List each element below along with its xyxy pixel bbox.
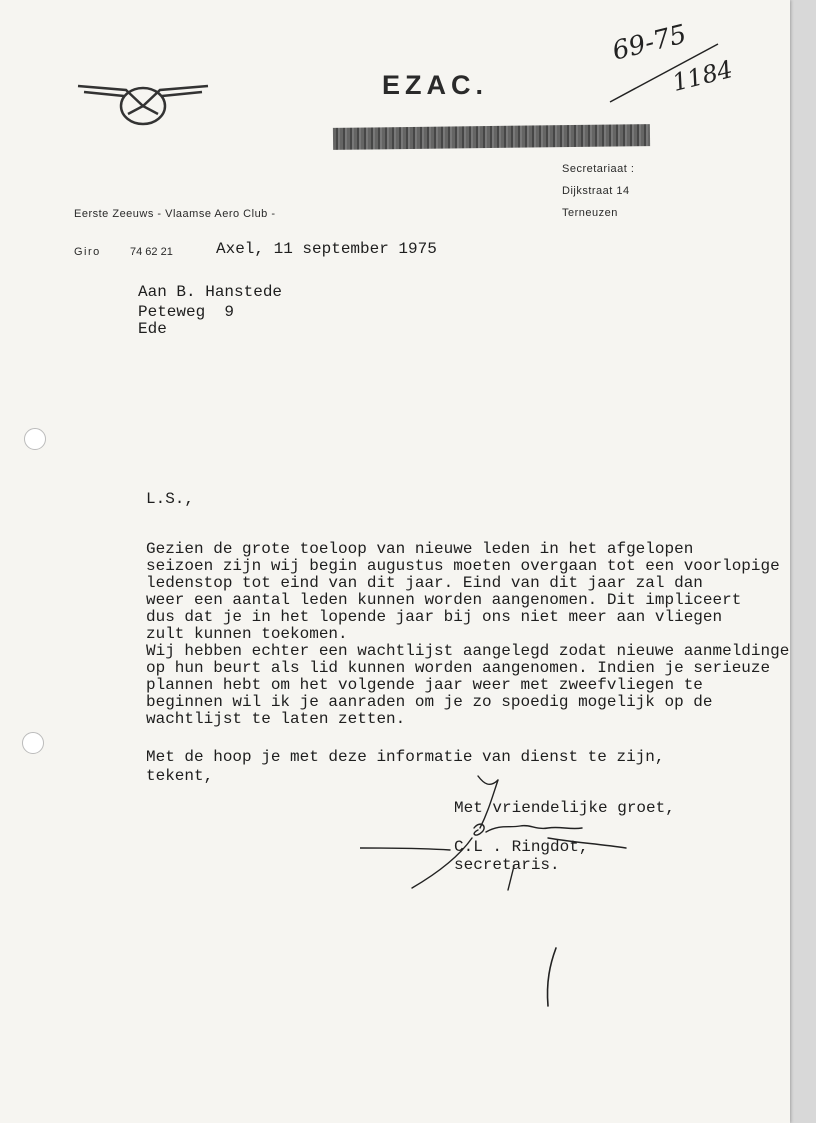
body-line: seizoen zijn wij begin augustus moeten overgaan tot een voorlopige bbox=[146, 557, 780, 575]
body-line: plannen hebt om het volgende jaar weer met zweefvliegen te bbox=[146, 676, 703, 694]
signatory-name: C.L . Ringdot, bbox=[454, 838, 589, 856]
giro-label: Giro bbox=[74, 246, 101, 258]
binder-hole bbox=[24, 428, 46, 450]
body-line: wachtlijst te laten zetten. bbox=[146, 710, 406, 728]
giro-number: 74 62 21 bbox=[130, 246, 173, 258]
recipient-street: Peteweg 9 bbox=[138, 303, 235, 321]
body-line: zult kunnen toekomen. bbox=[146, 625, 348, 643]
closing-paragraph-line: tekent, bbox=[146, 767, 214, 785]
secretariat-city: Terneuzen bbox=[562, 207, 618, 219]
org-abbreviation: EZAC. bbox=[382, 70, 488, 100]
salutation: L.S., bbox=[146, 490, 195, 508]
handwritten-signature bbox=[360, 768, 640, 898]
body-line: Gezien de grote toeloop van nieuwe leden in het afgelopen bbox=[146, 540, 694, 558]
body-line: dus dat je in het lopende jaar bij ons niet meer aan vliegen bbox=[146, 608, 723, 626]
secretariat-street: Dijkstraat 14 bbox=[562, 185, 630, 197]
body-line: beginnen wil ik je aanraden om je zo spoedig mogelijk op de bbox=[146, 693, 713, 711]
body-line: op hun beurt als lid kunnen worden aangenomen. Indien je serieuze bbox=[146, 659, 771, 677]
recipient-city: Ede bbox=[138, 320, 167, 338]
stamp-bar bbox=[333, 124, 650, 150]
handwritten-reference: 69-75 bbox=[609, 19, 690, 67]
closing-paragraph-line: Met de hoop je met deze informatie van dienst te zijn, bbox=[146, 748, 665, 766]
annotation-stroke bbox=[606, 40, 726, 110]
club-name: Eerste Zeeuws - Vlaamse Aero Club - bbox=[74, 208, 276, 220]
binder-hole bbox=[22, 732, 44, 754]
body-line: weer een aantal leden kunnen worden aangenomen. Dit impliceert bbox=[146, 591, 742, 609]
body-line: ledenstop tot eind van dit jaar. Eind van dit jaar zal dan bbox=[146, 574, 703, 592]
place-date: Axel, 11 september 1975 bbox=[216, 240, 437, 258]
body-line: Wij hebben echter een wachtlijst aangelegd zodat nieuwe aanmeldinge bbox=[146, 642, 790, 660]
handwritten-number: 1184 bbox=[669, 55, 736, 97]
winged-emblem-icon bbox=[76, 78, 210, 134]
secretariat-label: Secretariaat : bbox=[562, 163, 635, 175]
closing-greeting: Met vriendelijke groet, bbox=[454, 799, 675, 817]
pen-mark bbox=[538, 944, 568, 1014]
signatory-role: secretaris. bbox=[454, 856, 560, 874]
recipient-name: Aan B. Hanstede bbox=[138, 283, 283, 301]
